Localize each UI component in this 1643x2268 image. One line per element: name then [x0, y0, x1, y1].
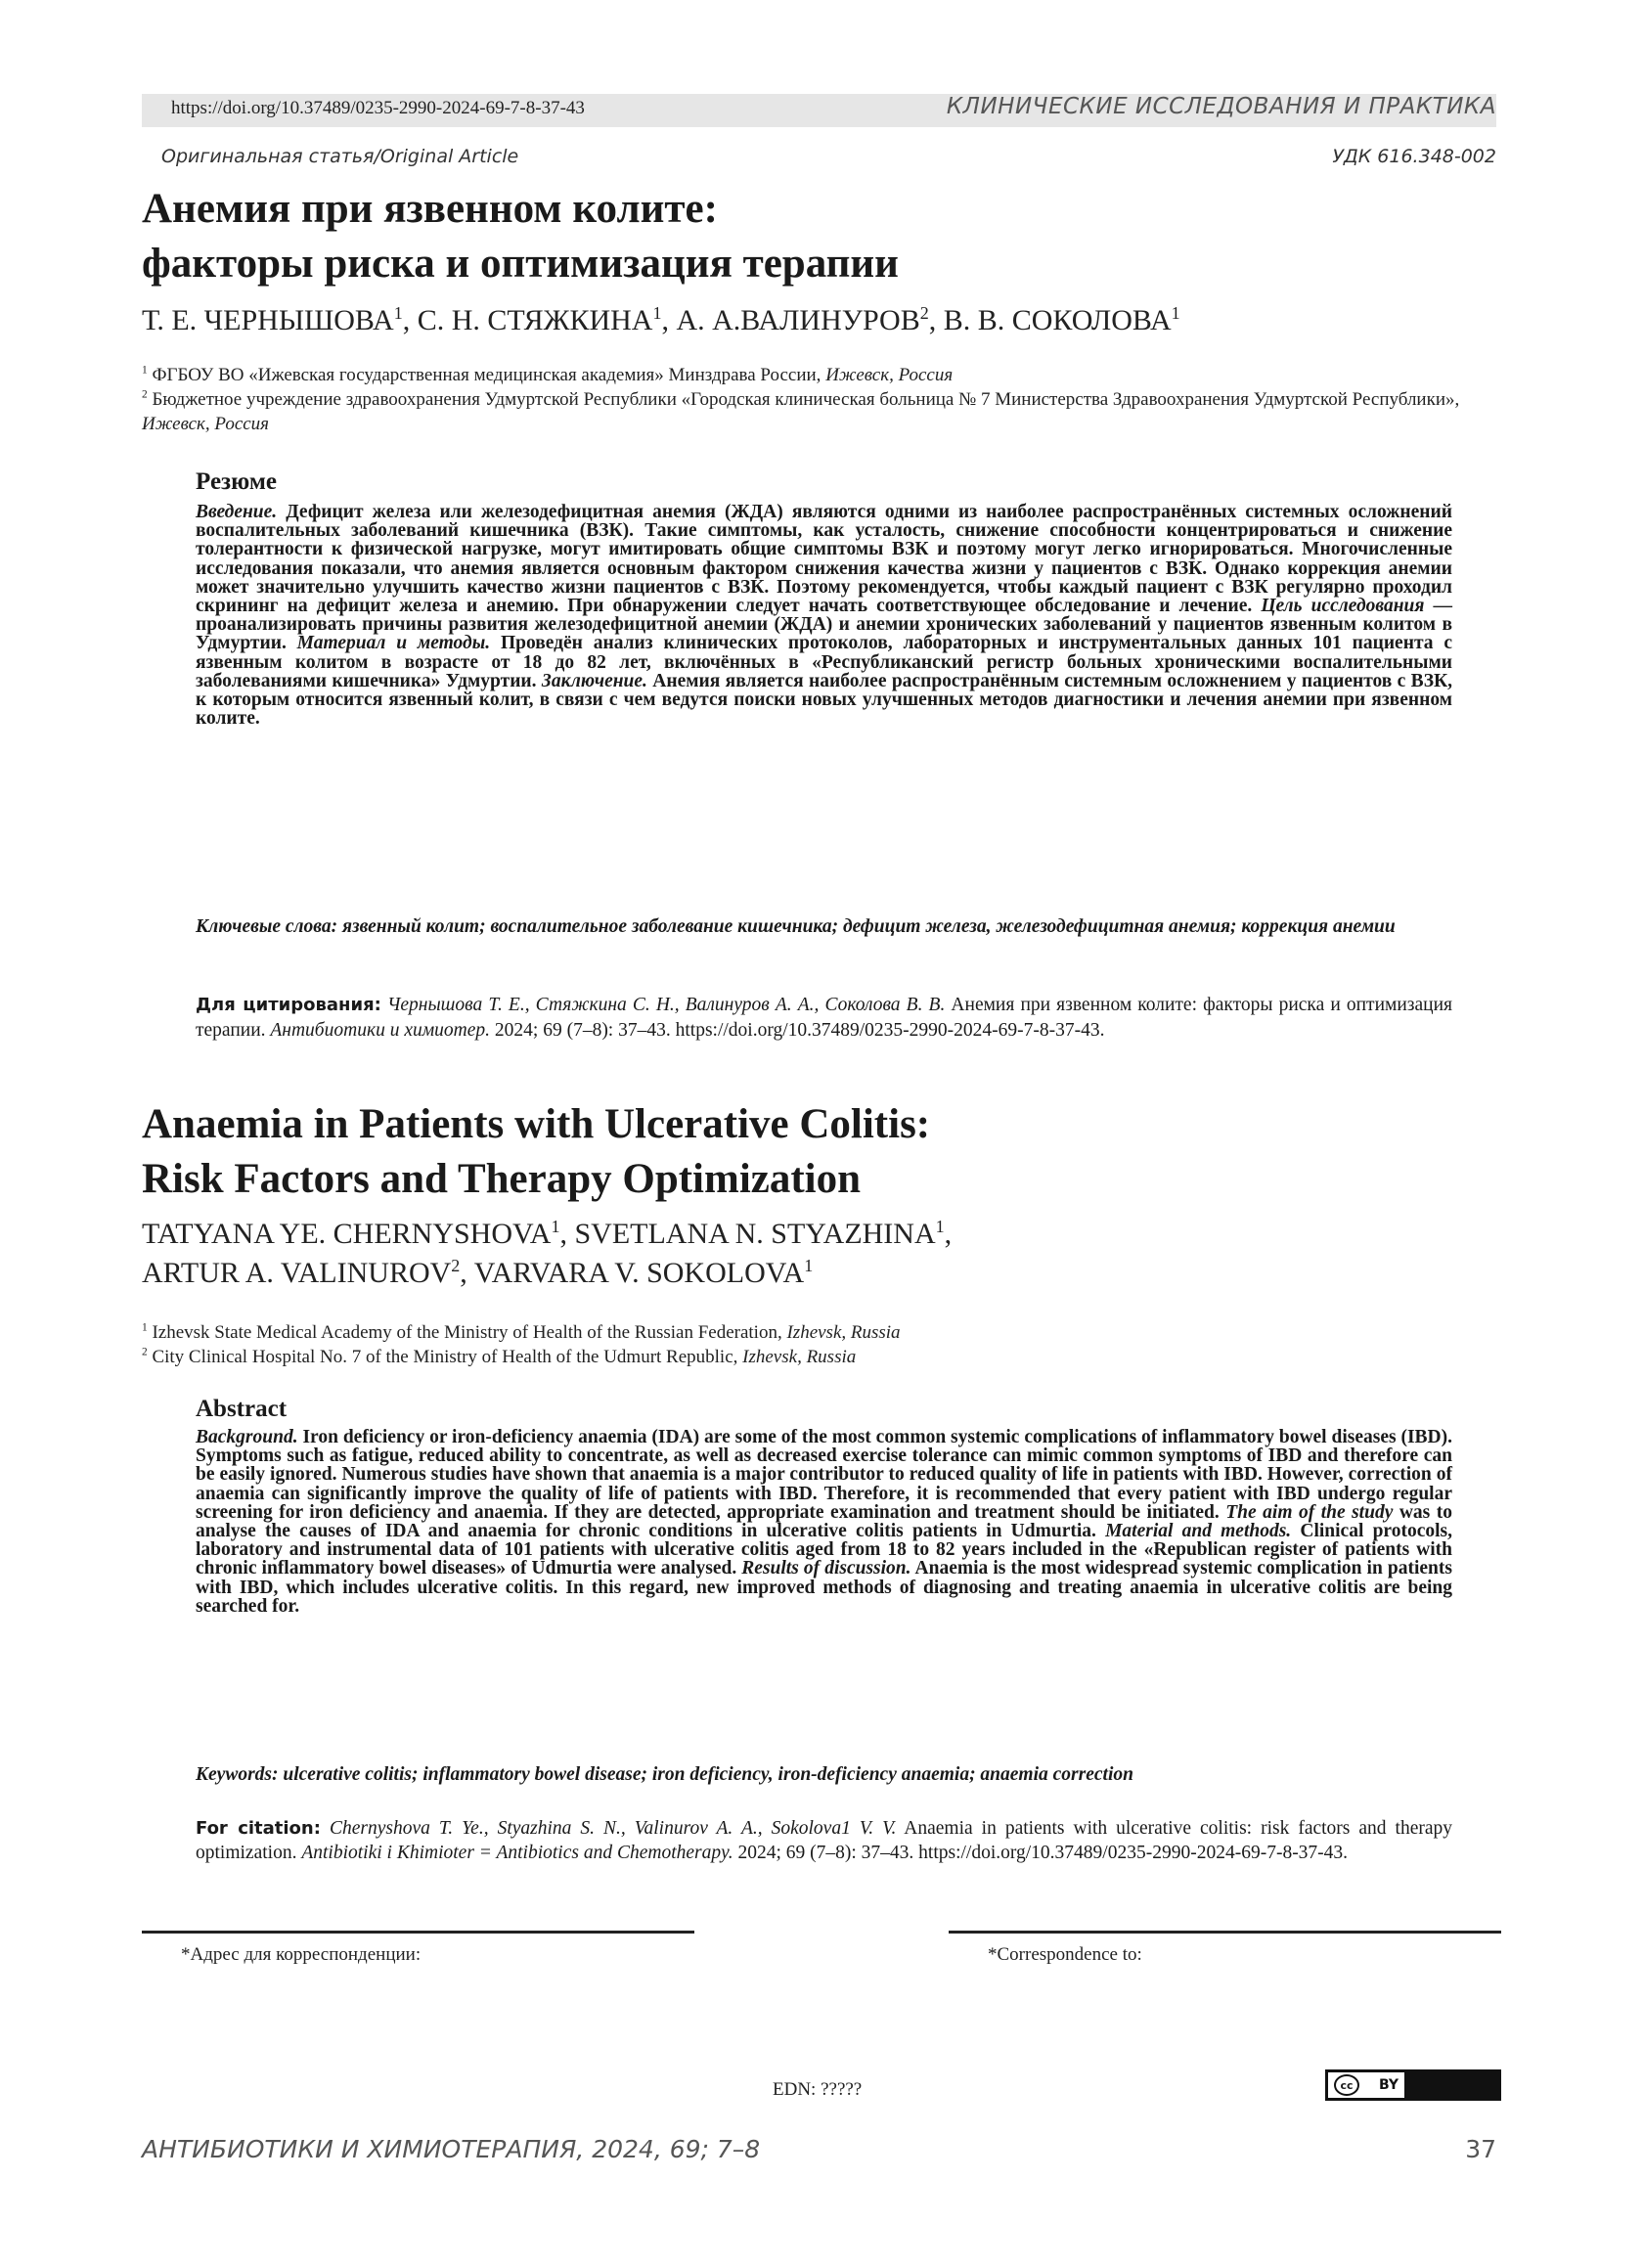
affiliation-marker: 2 [919, 303, 929, 323]
en-background-text: Iron deficiency or iron-deficiency anaemia (IDA) are some of the most common systemic complications of inflammatory bowel diseases (IBD). Symptoms such as fatigue, reduced ability to concentrate, as well as decreased exercise tolerance can mimic common symptoms of IBD and therefore can be easily ignored. Numerous studies have shown that anaemia is a major contributor to reduced quality of life in patients with IBD. However, correction of anaemia can significantly improve the quality of life of patients with IBD. Therefore, it is recommended that every patient with IBD undergo regular screening for iron deficiency and anaemia. If they are detected, appropriate examination and treatment should be initiated. [196, 1427, 1452, 1523]
ru-aim-text: — проанализировать причины развития железодефицитной анемии (ЖДА) и анемии хронических заболеваний у пациентов язвенным колитом в Удмуртии. [196, 596, 1452, 654]
ru-resume-heading: Резюме [196, 468, 277, 495]
author-name: Т. Е. ЧЕРНЫШОВА [142, 304, 394, 336]
ru-article-title [142, 182, 1491, 291]
ru-intro-text: Дефицит железа или железодефицитная анемия (ЖДА) являются одними из наиболее распространённых системных осложнений воспалительных заболеваний кишечника (ВЗК). Такие симптомы, как усталость, снижение способности концентрироваться и снижение толерантности к физической нагрузке, могут имитировать общие симптомы ВЗК и поэтому могут легко игнорироваться. Многочисленные исследования показали, что анемия является основным фактором снижения качества жизни у пациентов с ВЗК. Однако коррекция анемии может значительно улучшить качество жизни пациентов с ВЗК. Поэтому рекомендуется, чтобы каждый пациент с ВЗК регулярно проходил скрининг на дефицит железа и анемию. При обнаружении следует начать соответствующее обследование и лечение. [196, 502, 1452, 617]
article-type: Оригинальная статья/Original Article [161, 146, 519, 167]
separator: , [559, 1218, 575, 1250]
author-name: С. Н. СТЯЖКИНА [417, 304, 653, 336]
page-number: 37 [1465, 2135, 1496, 2163]
en-title-line-1: Anaemia in Patients with Ulcerative Colitis: [142, 1101, 931, 1147]
ru-affiliations [142, 363, 1501, 436]
cc-by-label: BY [1378, 2077, 1399, 2093]
ru-intro-label: Введение. [196, 502, 278, 522]
ru-citation-authors: Чернышова Т. Е., Стяжкина С. Н., Валинуров А. А., Соколова В. В. [380, 995, 946, 1015]
correspondence-ru: *Адрес для корреспонденции: [181, 1944, 422, 1965]
en-results-text: Anaemia is the most widespread systemic complication in patients with IBD, which includes ulcerative colitis. In this regard, new improved methods of diagnosing and treating anaemia in ulcerative colitis are being searched for. [196, 1558, 1452, 1617]
author-name: TATYANA YE. CHERNYSHOVA [142, 1218, 552, 1250]
affiliation-marker: 1 [393, 303, 403, 323]
ru-citation [196, 993, 1452, 1044]
affiliation-text: Izhevsk State Medical Academy of the Ministry of Health of the Russian Federation, [152, 1322, 787, 1343]
en-article-title [142, 1097, 1491, 1207]
en-aim-text: was to analyse the causes of IDA and anaemia for chronic conditions in ulcerative colitis patients in Udmurtia. [196, 1501, 1452, 1542]
ru-title-line-1: Анемия при язвенном колите: [142, 186, 718, 232]
ru-keywords: Ключевые слова: язвенный колит; воспалительное заболевание кишечника; дефицит железа, железодефицитная анемия; коррекция анемии [196, 916, 1396, 937]
ru-methods-label: Материал и методы. [296, 633, 491, 654]
affiliation-city: Izhevsk, Russia [786, 1322, 901, 1343]
ru-citation-tail[interactable]: 2024; 69 (7–8): 37–43. https://doi.org/10.37489/0235-2990-2024-69-7-8-37-43. [490, 1020, 1105, 1041]
affiliation-text: ФГБОУ ВО «Ижевская государственная медицинская академия» Минздрава России, [152, 365, 826, 385]
ru-author-3 [676, 304, 943, 336]
ru-citation-title: Анемия при язвенном колите: факторы риска и оптимизация терапии. [196, 995, 1452, 1041]
ru-conclusion-text: Анемия является наиболее распространённым системным осложнением у пациентов с ВЗК, к которым относится язвенный колит, в связи с чем ведутся поиски новых улучшенных методов диагностики и лечения анемии при язвенном колите. [196, 670, 1452, 730]
affiliation-number: 1 [142, 1321, 148, 1334]
ru-methods-text: Проведён анализ клинических протоколов, лабораторных и инструментальных данных 101 пациента с язвенным колитом в возрасте от 18 до 82 лет, включённых в «Республиканский регистр больных хроническими воспалительными заболеваниями кишечника» Удмуртии. [196, 633, 1452, 691]
en-citation-tail[interactable]: 2024; 69 (7–8): 37–43. https://doi.org/10.37489/0235-2990-2024-69-7-8-37-43. [733, 1843, 1349, 1863]
affiliation-city: Izhevsk, Russia [742, 1347, 857, 1367]
affiliation-number: 2 [142, 388, 148, 401]
affiliation-marker: 1 [652, 303, 662, 323]
en-citation-label: For citation: [196, 1818, 321, 1839]
en-authors-line-2 [142, 1254, 952, 1293]
affiliation-number: 1 [142, 364, 148, 377]
en-authors-line-1 [142, 1215, 952, 1254]
edn-code: EDN: ????? [773, 2079, 863, 2100]
cc-by-license-badge[interactable] [1325, 2069, 1501, 2101]
ru-author-4 [944, 304, 1180, 336]
ru-author-2 [418, 304, 677, 336]
udk-code: УДК 616.348-002 [1332, 146, 1496, 167]
ru-affiliation-1 [142, 363, 1501, 387]
correspondence-en: *Correspondence to: [988, 1944, 1142, 1965]
section-title: КЛИНИЧЕСКИЕ ИССЛЕДОВАНИЯ И ПРАКТИКА [946, 94, 1496, 119]
ru-citation-journal: Антибиотики и химиотер. [270, 1020, 491, 1041]
en-abstract-heading: Abstract [196, 1396, 288, 1422]
affiliation-marker: 1 [935, 1217, 945, 1236]
creative-commons-icon: cc [1334, 2074, 1359, 2096]
separator: , [661, 304, 677, 336]
affiliation-marker: 2 [451, 1256, 461, 1275]
en-citation-title: Anaemia in patients with ulcerative colitis: risk factors and therapy optimization. [196, 1818, 1453, 1863]
en-keywords: Keywords: ulcerative colitis; inflammatory bowel disease; iron deficiency, iron-deficiency anaemia; anaemia correction [196, 1764, 1133, 1785]
affiliation-number: 2 [142, 1346, 148, 1358]
author-name: А. А.ВАЛИНУРОВ [676, 304, 920, 336]
en-title-line-2: Risk Factors and Therapy Optimization [142, 1156, 862, 1202]
separator: , [402, 304, 418, 336]
footnote-rule-right [949, 1931, 1501, 1934]
en-background-label: Background. [196, 1427, 298, 1447]
affiliation-text: City Clinical Hospital No. 7 of the Ministry of Health of the Udmurt Republic, [152, 1347, 743, 1367]
affiliation-marker: 1 [1171, 303, 1180, 323]
en-aim-label: The aim of the study [1225, 1501, 1394, 1523]
author-name: В. В. СОКОЛОВА [943, 304, 1172, 336]
en-authors [142, 1215, 952, 1293]
ru-authors [142, 301, 1180, 340]
affiliation-text: Бюджетное учреждение здравоохранения Удмуртской Республики «Городская клиническая больница № 7 Министерства Здравоохранения Удмуртской Республики», [152, 389, 1460, 410]
en-methods-label: Material and methods. [1105, 1521, 1292, 1542]
footer-journal-info: АНТИБИОТИКИ И ХИМИОТЕРАПИЯ, 2024, 69; 7–8 [142, 2135, 761, 2163]
header-doi[interactable]: https://doi.org/10.37489/0235-2990-2024-69-7-8-37-43 [171, 98, 585, 118]
ru-title-line-2: факторы риска и оптимизация терапии [142, 241, 899, 287]
en-methods-text: Clinical protocols, laboratory and instrumental data of 101 patients with ulcerative colitis aged from 18 to 82 years included in the «Republican register of patients with chronic inflammatory bowel diseases» of Udmurtia were analysed. [196, 1521, 1452, 1579]
ru-aim-label: Цель исследования [1261, 596, 1425, 617]
cc-license-left [1326, 2070, 1406, 2100]
ru-conclusion-label: Заключение. [541, 670, 647, 691]
affiliation-city: Ижевск, Россия [825, 365, 954, 385]
ru-abstract-text [196, 503, 1452, 728]
affiliation-city: Ижевск, Россия [142, 414, 270, 434]
separator: , [460, 1257, 474, 1289]
en-citation [196, 1816, 1452, 1865]
en-affiliation-1 [142, 1320, 1501, 1345]
ru-affiliation-2 [142, 387, 1501, 436]
affiliation-marker: 1 [804, 1256, 814, 1275]
author-name: SVETLANA N. STYAZHINA [574, 1218, 936, 1250]
author-name: ARTUR A. VALINUROV [142, 1257, 452, 1289]
separator: , [944, 1218, 953, 1250]
author-name: VARVARA V. SOKOLOVA [473, 1257, 805, 1289]
en-citation-journal: Antibiotiki i Khimioter = Antibiotics and Chemotherapy. [301, 1843, 733, 1863]
separator: , [928, 304, 944, 336]
footnote-rule-left [142, 1931, 694, 1934]
en-citation-authors: Chernyshova T. Ye., Styazhina S. N., Valinurov A. A., Sokolova1 V. V. [320, 1818, 897, 1839]
ru-citation-label: Для цитирования: [196, 995, 381, 1015]
ru-author-1 [142, 304, 418, 336]
en-abstract-text [196, 1428, 1452, 1616]
en-affiliations [142, 1320, 1501, 1369]
en-results-label: Results of discussion. [741, 1558, 911, 1579]
en-affiliation-2 [142, 1345, 1501, 1369]
affiliation-marker: 1 [551, 1217, 560, 1236]
